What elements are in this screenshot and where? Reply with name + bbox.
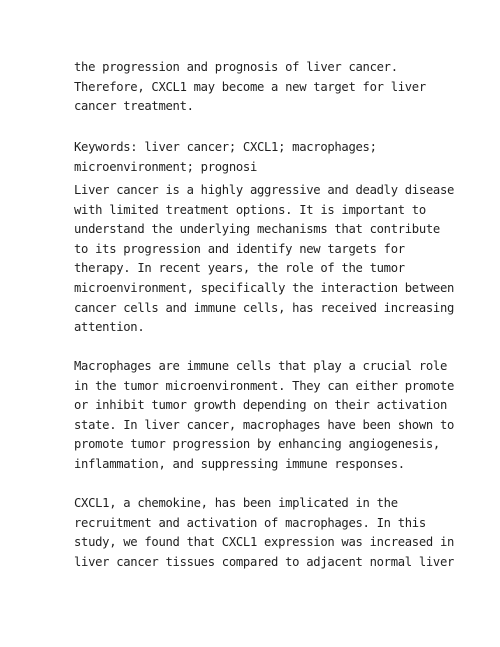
text-line: cancer cells and immune cells, has received increasing (74, 300, 455, 315)
text-line: promote tumor progression by enhancing angiogenesis, (74, 437, 440, 452)
body-paragraph (74, 494, 474, 572)
text-line: therapy. In recent years, the role of the tumor (74, 261, 405, 276)
text-line: inflammation, and suppressing immune responses. (74, 456, 405, 471)
text-line: attention. (74, 320, 145, 335)
text-line: microenvironment, specifically the interaction between (74, 280, 455, 295)
text-line: Liver cancer is a highly aggressive and deadly disease (74, 183, 455, 197)
body-paragraph (74, 357, 474, 475)
text-line: to its progression and identify new targets for (74, 241, 405, 256)
text-line: study, we found that CXCL1 expression was increased in (74, 535, 455, 550)
text-line: cancer treatment. (74, 99, 194, 114)
text-line: Therefore, CXCL1 may become a new target for liver (74, 79, 426, 94)
text-line: or inhibit tumor growth depending on their activation (74, 398, 447, 413)
text-line: state. In liver cancer, macrophages have been shown to (74, 417, 455, 432)
text-line: CXCL1, a chemokine, has been implicated in the (74, 496, 398, 510)
text-line: in the tumor microenvironment. They can either promote (74, 378, 455, 393)
text-line: understand the underlying mechanisms that contribute (74, 222, 440, 237)
keywords-paragraph (74, 138, 474, 177)
intro-tail-paragraph (74, 58, 474, 117)
text-line: Keywords: liver cancer; CXCL1; macrophages; (74, 140, 377, 154)
body-paragraph (74, 181, 474, 338)
text-line: Macrophages are immune cells that play a crucial role (74, 359, 447, 373)
text-line: the progression and prognosis of liver cancer. (74, 60, 398, 74)
text-line: liver cancer tissues compared to adjacent normal liver (74, 554, 455, 569)
text-line: with limited treatment options. It is important to (74, 202, 426, 217)
text-line: recruitment and activation of macrophages. In this (74, 515, 426, 530)
text-line: microenvironment; prognosi (74, 159, 257, 174)
